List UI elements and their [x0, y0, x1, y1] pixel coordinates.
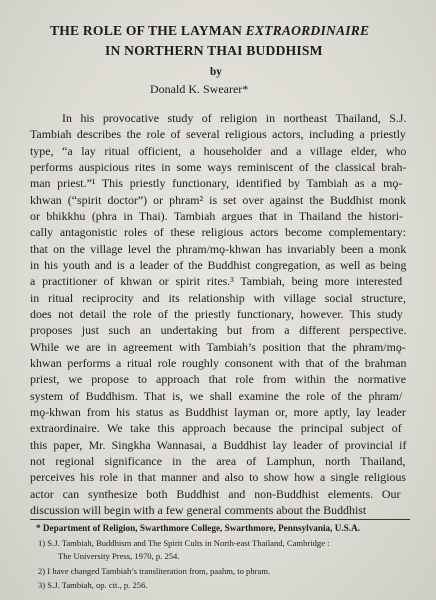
body-line: perceives his role in that manner and also to show how a single religious	[30, 470, 407, 485]
body-line: khwan (“spirit doctor”) or phram² is set over against the Buddhist monk	[30, 192, 407, 207]
title-main: THE ROLE OF THE LAYMAN	[50, 23, 246, 38]
body-line: proposes just such an undertaking but from a different perspective.	[30, 323, 407, 338]
body-line: not regional significance in the area of Lamphun, north Thailand,	[30, 453, 406, 468]
footnote-3: 3) S.J. Tambiah, op. cit., p. 256.	[38, 580, 148, 590]
body-line: Tambiah describes the role of several religious actors, including a priestly	[30, 127, 406, 142]
byline: by	[210, 66, 222, 78]
body-line: performs auspicious rites in some ways reminiscent of the classical brah-	[30, 160, 407, 174]
body-line: cally antagonistic roles of these religious actors become complementary:	[30, 225, 407, 240]
body-line: In his provocative study of religion in northeast Thailand, S.J.	[62, 111, 407, 125]
footnote-2: 2) I have changed Tambiah’s transliteration from, paahm, to phram.	[38, 566, 271, 576]
body-line: type, “a lay ritual officient, a householder and a village elder, who	[30, 143, 407, 158]
body-line: that on the village level the phram/mǫ-khwan has invariably been a monk	[30, 241, 407, 256]
body-line: extraordinaire. We take this approach because the principal subject of	[30, 421, 402, 436]
footnote-affiliation: * Department of Religion, Swarthmore College, Swarthmore, Pennsylvania, U.S.A.	[36, 523, 361, 533]
body-line: in ritual reciprocity and its relationship with village social structure,	[30, 290, 406, 305]
body-line: discussion will begin with a few general comments about the Buddhist	[30, 502, 367, 517]
body-line: in his youth and is a leader of the Buddhist congregation, as well as being	[30, 258, 407, 272]
title-italic: EXTRAORDINAIRE	[245, 23, 370, 38]
body-line: man priest.”¹ This priestly functionary, identified by Tambiah as a mǫ-	[30, 176, 403, 191]
footnote-rule	[30, 519, 410, 520]
author-name: Donald K. Swearer*	[150, 82, 249, 96]
footnote-1-line-1: 1) S.J. Tambiah, Buddhism and The Spirit Cults in North-east Thailand, Cambridge :	[38, 538, 330, 548]
article-title-line-1	[50, 24, 369, 38]
body-line: or bhikkhu (phra in Thai). Tambiah argues that in Thailand the histori-	[30, 209, 403, 223]
body-line: khwan performs a ritual role roughly consonent with that of the brahman	[30, 355, 407, 370]
body-line: priest, we propose to approach that role from within the normative	[30, 372, 407, 387]
footnote-1-line-2: The University Press, 1970, p. 254.	[58, 551, 180, 561]
body-line: system of Buddhism. That is, we shall examine the role of the phram/	[30, 388, 403, 403]
article-title-line-2: IN NORTHERN THAI BUDDHISM	[105, 43, 323, 58]
body-line: a practitioner of khwan or spirit rites.³ Tambiah, being more interested	[30, 274, 403, 289]
body-line: does not detail the role of the priestly functionary, however. This study	[30, 307, 403, 321]
body-line: actor can synthesize both Buddhist and non-Buddhist elements. Our	[30, 486, 401, 501]
body-line: mǫ-khwan from his status as Buddhist layman or, more aptly, lay leader	[30, 404, 406, 419]
body-line: this paper, Mr. Singkha Wannasai, a Buddhist lay leader of provincial if	[30, 437, 407, 452]
body-line: While we are in agreement with Tambiah’s position that the phram/mǫ-	[30, 339, 406, 354]
